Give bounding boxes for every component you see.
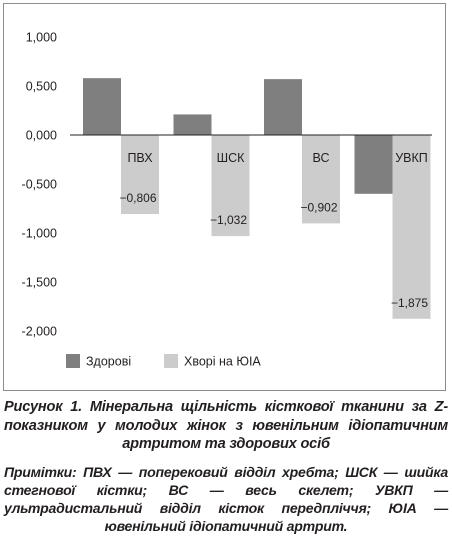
- chart-frame: [3, 3, 446, 391]
- category-label: ШСК: [216, 151, 245, 165]
- legend-swatch: [66, 354, 80, 368]
- y-tick-label: -0,500: [21, 177, 57, 192]
- category-label: УВКП: [395, 151, 428, 165]
- y-tick-label: 0,000: [25, 128, 57, 143]
- bar-healthy: [174, 114, 212, 135]
- legend-label: Здорові: [86, 354, 132, 369]
- legend-label: Хворі на ЮІА: [184, 354, 261, 369]
- y-tick-label: 1,000: [25, 30, 57, 45]
- figure-notes: Примітки: ПВХ — поперековий відділ хребта; ШСК — шийка стегнової кістки; ВС — весь скелет; УВКП — ультрадистальний відділ кісток передпліччя; ЮІА — ювенільний ідіопатичний артрит.: [4, 464, 448, 534]
- category-label: ВС: [312, 151, 330, 165]
- bar-healthy: [355, 135, 393, 194]
- data-label: −0,806: [119, 190, 157, 205]
- data-label: −1,032: [209, 213, 248, 228]
- data-label: −1,875: [390, 295, 429, 310]
- y-tick-label: 0,500: [25, 79, 57, 94]
- y-tick-label: -2,000: [21, 324, 57, 339]
- bar-chart: [4, 4, 447, 392]
- figure-caption: Рисунок 1. Мінеральна щільність кісткової тканини за Z-показником у молодих жінок з ювенільним ідіопатичним артритом та здорових осіб: [4, 399, 448, 452]
- legend-swatch: [164, 354, 178, 368]
- bar-healthy: [264, 79, 302, 135]
- y-tick-label: -1,500: [21, 275, 57, 290]
- category-label: ПВХ: [127, 151, 153, 165]
- bar-healthy: [83, 78, 121, 135]
- y-tick-label: -1,000: [21, 226, 57, 241]
- data-label: −0,902: [300, 200, 338, 215]
